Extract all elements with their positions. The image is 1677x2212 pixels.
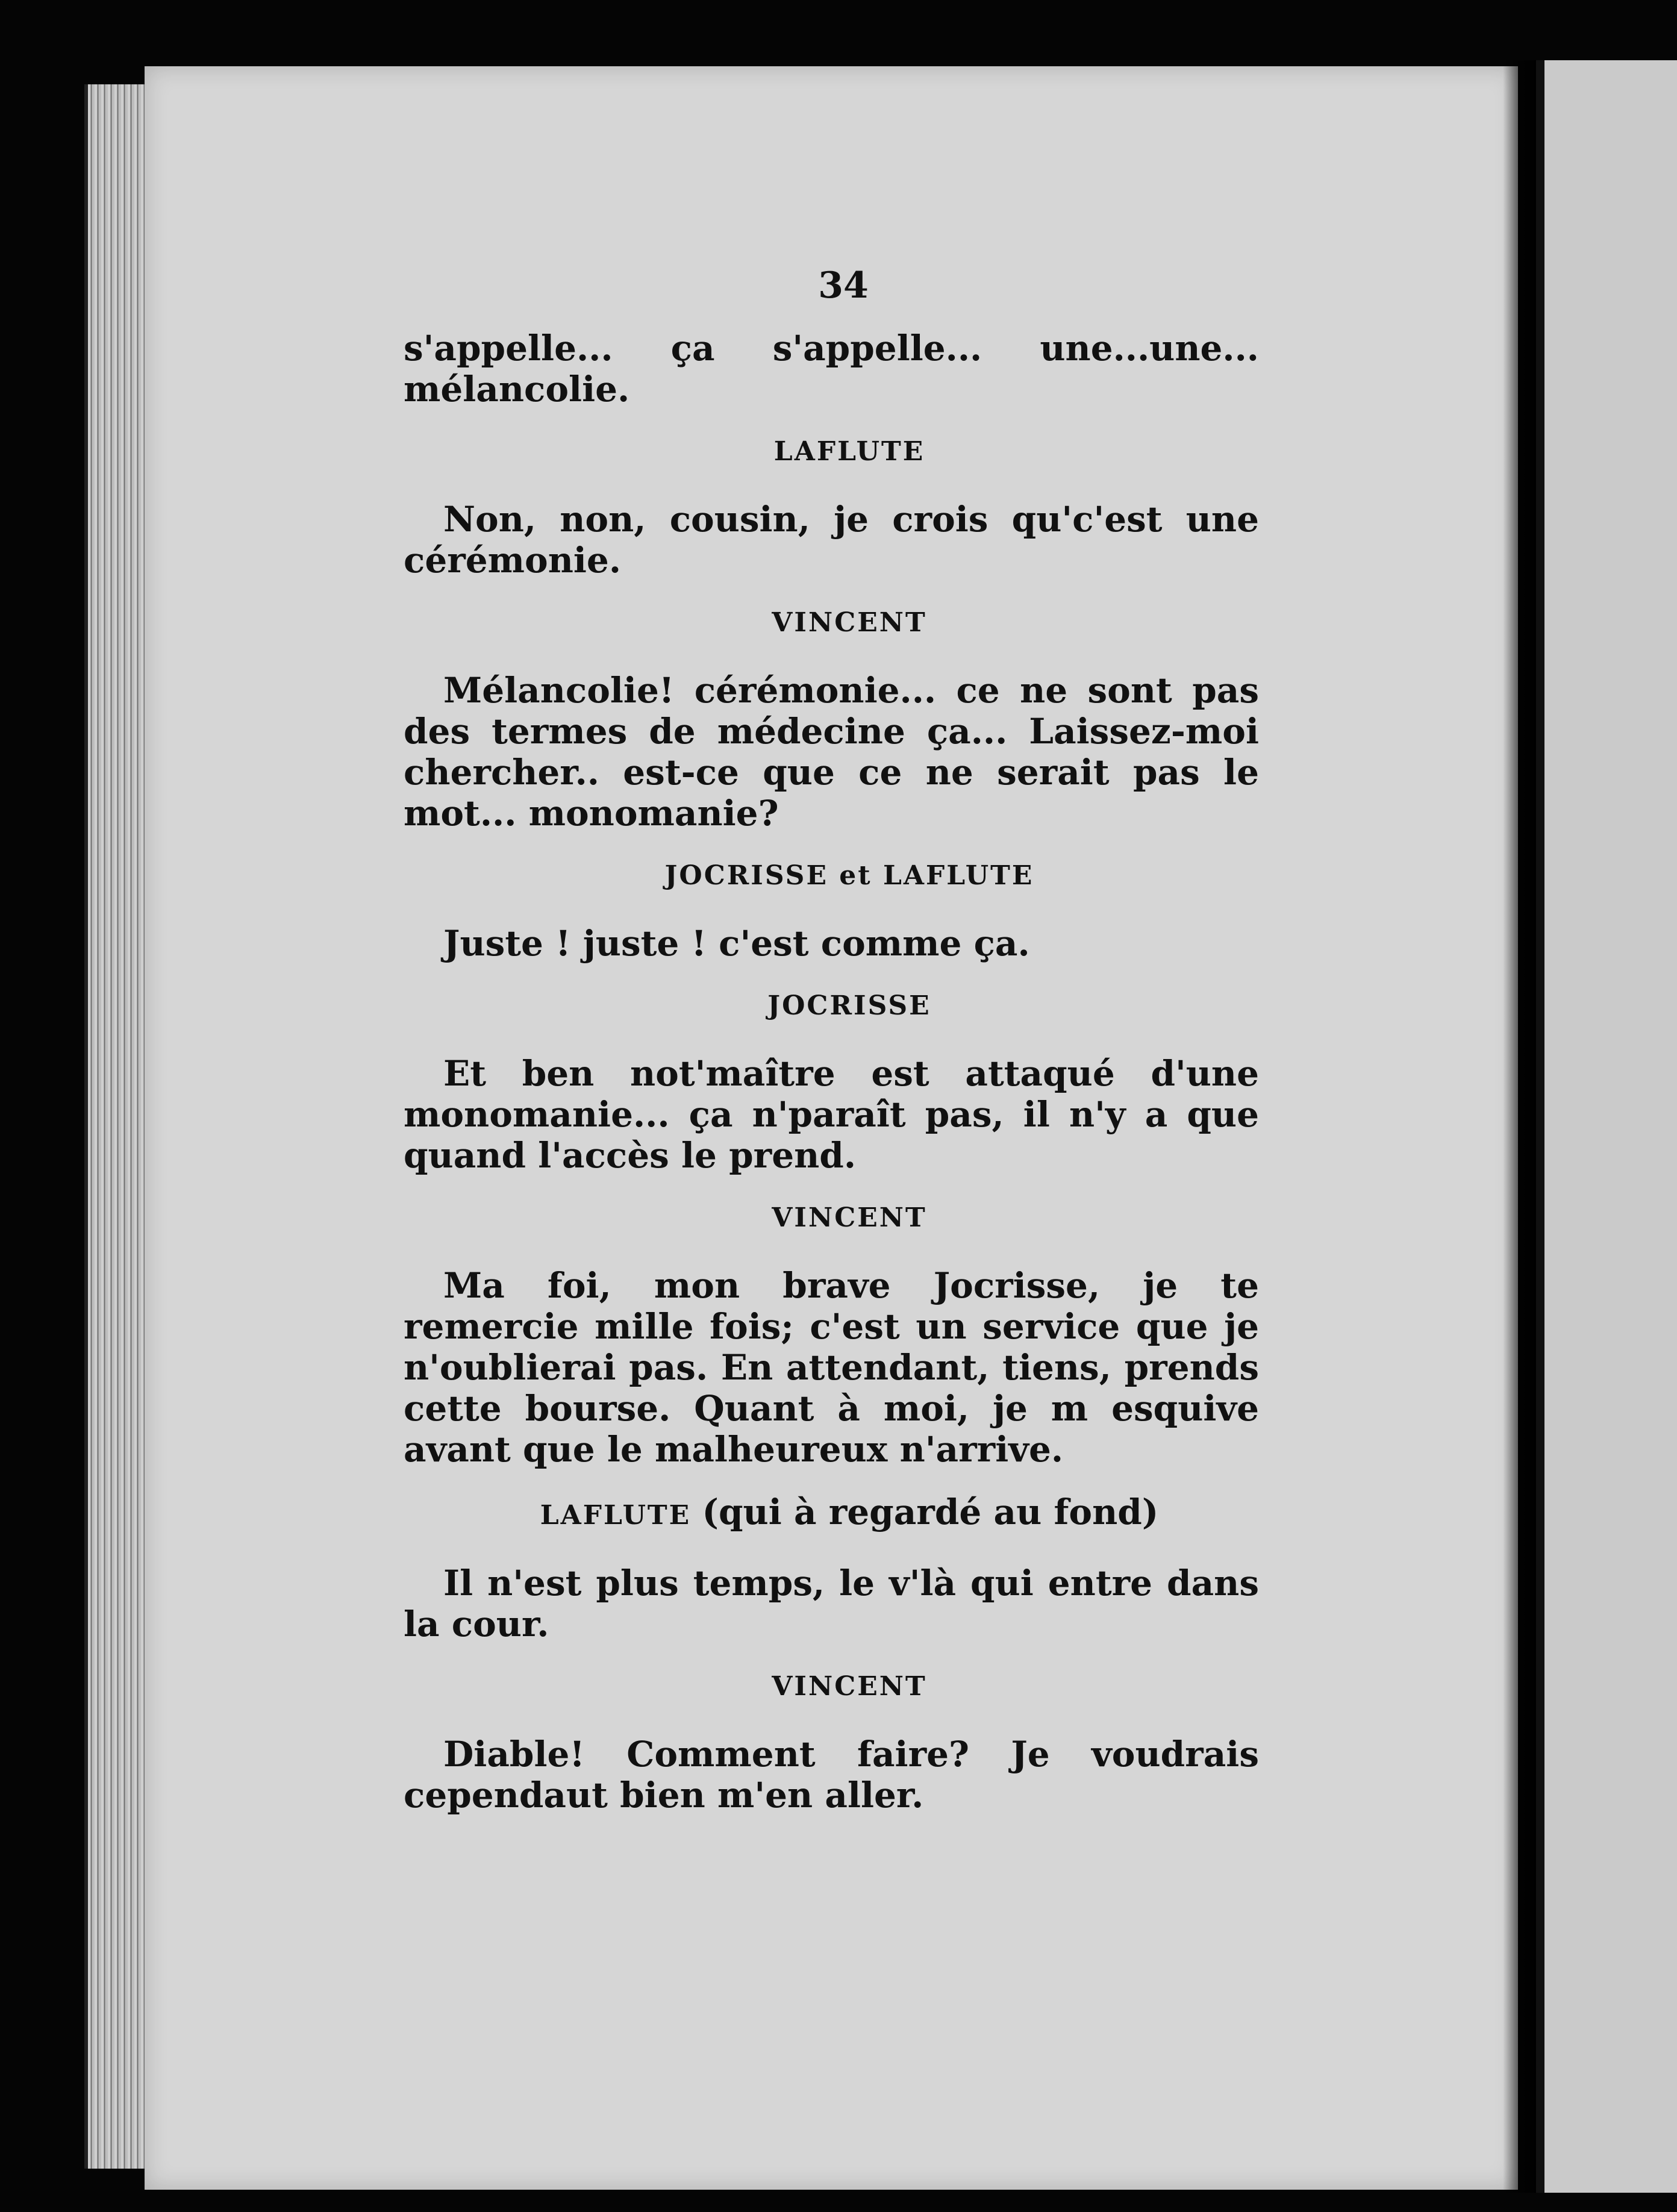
dialogue-line: Ma foi, mon brave Jocrisse, je te remercie mille fois; c'est un service que je n'oublierai pas. En attendant, tiens, prends cette bourse. Quant à moi, je m esquive avant que le malheureux n'arrive.: [404, 1265, 1259, 1470]
dialogue-line: Et ben not'maître est attaqué d'une monomanie... ça n'paraît pas, il n'y a que quand l'accès le prend.: [404, 1053, 1259, 1176]
speaker-name: LAFLUTE: [773, 436, 925, 467]
dialogue-line: Non, non, cousin, je crois qu'c'est une cérémonie.: [404, 499, 1259, 581]
speaker-name: VINCENT: [772, 1202, 927, 1233]
speaker-name: JOCRISSE: [767, 990, 931, 1021]
stage-direction: (qui à regardé au fond): [702, 1492, 1159, 1532]
page-text: [404, 265, 1259, 1816]
dialogue-line: Juste ! juste ! c'est comme ça.: [443, 923, 1030, 964]
adjacent-page: [1536, 60, 1677, 2193]
speaker-name: JOCRISSE et LAFLUTE: [664, 860, 1034, 891]
speaker-name: VINCENT: [772, 607, 927, 638]
speaker-with-direction: [404, 1492, 1259, 1536]
dialogue-line: Mélancolie! cérémonie... ce ne sont pas des termes de médecine ça... Laissez-moi chercher.. est-ce que ce ne serait pas le mot... monomanie?: [404, 670, 1259, 834]
speaker-name: VINCENT: [772, 1671, 927, 1702]
dialogue-line: Diable! Comment faire? Je voudrais cependaut bien m'en aller.: [404, 1734, 1259, 1816]
speaker-name: LAFLUTE: [540, 1500, 692, 1531]
page-number: 34: [818, 264, 869, 307]
dialogue-line: s'appelle... ça s'appelle... une...une... mélancolie.: [404, 328, 1259, 410]
dialogue-line: Il n'est plus temps, le v'là qui entre dans la cour.: [404, 1563, 1259, 1645]
